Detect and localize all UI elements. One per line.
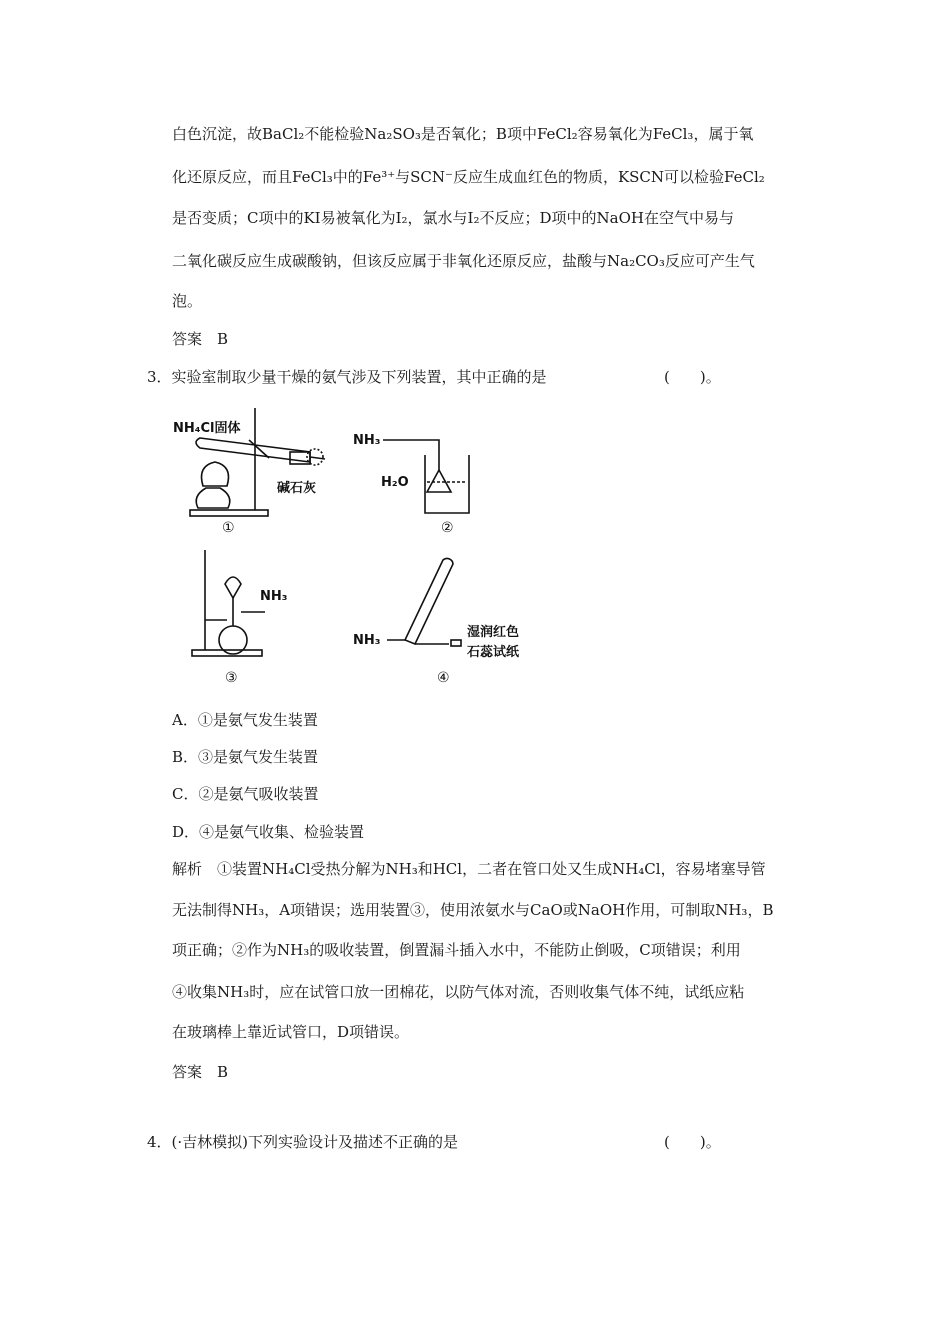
inverted-funnel-2 xyxy=(427,470,451,492)
analysis-line: ④收集NH₃时，应在试管口放一团棉花，以防气体对流，否则收集气体不纯，试纸应粘 xyxy=(172,983,745,1001)
separatory-funnel-3 xyxy=(225,577,241,598)
test-tube-1 xyxy=(196,438,310,462)
analysis-line: 化还原反应，而且FeCl₃中的Fe³⁺与SCN⁻反应生成血红色的物质，KSCN可以检验FeCl₂ xyxy=(172,168,765,186)
figure-number-4: ④ xyxy=(437,670,450,686)
litmus-label-1: 湿润红色 xyxy=(467,625,520,640)
inlet-tube-2 xyxy=(409,440,439,470)
lamp-flame-1 xyxy=(202,462,229,486)
soda-lime-label: 碱石灰 xyxy=(277,481,317,496)
option-d: D．④是氨气收集、检验装置 xyxy=(172,823,365,841)
analysis-line: 解析 ①装置NH₄Cl受热分解为NH₃和HCl，二者在管口处又生成NH₄Cl，容易堵塞导管 xyxy=(172,860,766,878)
question-number: 3．实验室制取少量干燥的氨气涉及下列装置，其中正确的是 xyxy=(147,368,547,386)
analysis-line: 在玻璃棒上靠近试管口，D项错误。 xyxy=(172,1023,410,1041)
question-stem: 实验室制取少量干燥的氨气涉及下列装置，其中正确的是 xyxy=(171,368,547,386)
analysis-line: 泡。 xyxy=(172,292,203,310)
stand-base-1 xyxy=(190,510,268,516)
option-c: C．②是氨气吸收装置 xyxy=(172,785,319,803)
h2o-label: H₂O xyxy=(381,475,409,490)
question-number: 4．(·吉林模拟)下列实验设计及描述不正确的是 xyxy=(147,1133,459,1151)
nh3-label-2: NH₃ xyxy=(353,433,381,448)
answer-blank: ( )。 xyxy=(664,1133,721,1151)
option-a: A．①是氨气发生装置 xyxy=(172,711,318,729)
litmus-paper-4 xyxy=(451,640,461,646)
analysis-line: 二氧化碳反应生成碳酸钠，但该反应属于非氧化还原反应，盐酸与Na₂CO₃反应可产生气 xyxy=(172,252,755,270)
nh4cl-label: NH₄Cl固体 xyxy=(173,421,241,436)
answer-blank: ( )。 xyxy=(664,368,721,386)
nh3-label-3: NH₃ xyxy=(260,589,288,604)
apparatus-figure xyxy=(165,400,545,690)
analysis-line: 白色沉淀，故BaCl₂不能检验Na₂SO₃是否氧化；B项中FeCl₂容易氧化为FeCl₃，属于氧 xyxy=(172,125,754,143)
figure-number-3: ③ xyxy=(225,670,238,686)
alcohol-lamp-1 xyxy=(196,488,230,508)
analysis-line: 是否变质；C项中的KI易被氧化为I₂，氯水与I₂不反应；D项中的NaOH在空气中易与 xyxy=(172,209,734,227)
answer-line: 答案 B xyxy=(172,1063,229,1081)
litmus-label-2: 石蕊试纸 xyxy=(467,645,520,660)
analysis-line: 项正确；②作为NH₃的吸收装置，倒置漏斗插入水中，不能防止倒吸，C项错误；利用 xyxy=(172,941,741,959)
inverted-tube-4 xyxy=(405,558,453,644)
analysis-line: 无法制得NH₃，A项错误；选用装置③，使用浓氨水与CaO或NaOH作用，可制取NH₃，B xyxy=(172,901,774,919)
question-stem: (·吉林模拟)下列实验设计及描述不正确的是 xyxy=(171,1133,459,1151)
nh3-label-4: NH₃ xyxy=(353,633,381,648)
figure-number-1: ① xyxy=(222,520,235,536)
figure-number-2: ② xyxy=(441,520,454,536)
option-b: B．③是氨气发生装置 xyxy=(172,748,319,766)
answer-line: 答案 B xyxy=(172,330,229,348)
